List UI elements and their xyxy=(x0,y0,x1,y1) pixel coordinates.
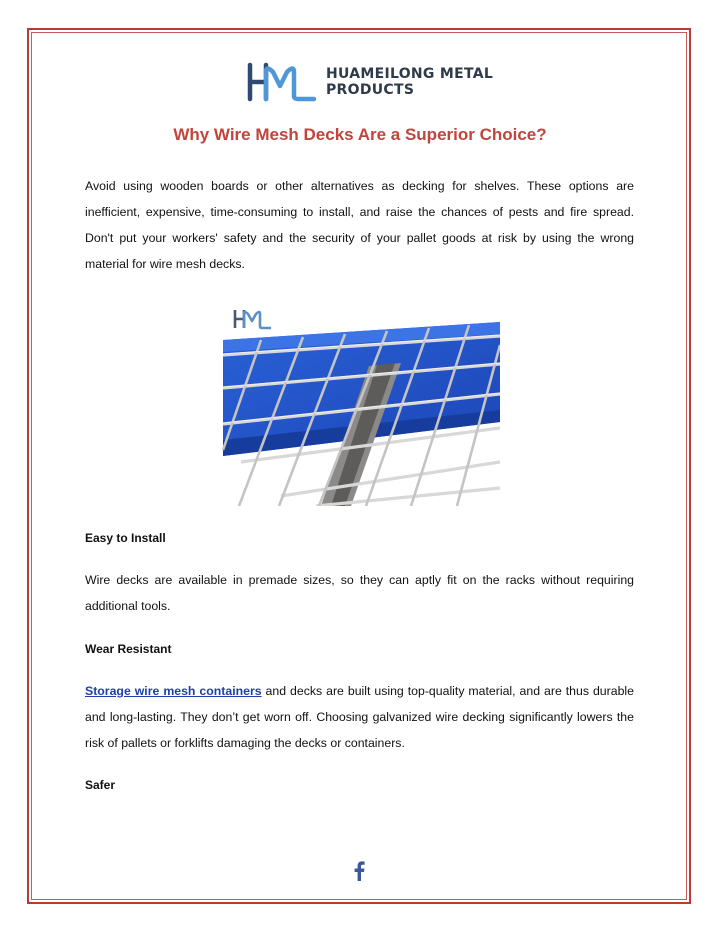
brand-name-line2: PRODUCTS xyxy=(326,82,415,98)
image-watermark-logo xyxy=(233,308,273,330)
section-text-easy-install: Wire decks are available in premade sizes, so they can aptly fit on the racks without requiring additional tools. xyxy=(85,573,634,613)
brand-name xyxy=(326,66,493,98)
storage-containers-link[interactable]: Storage wire mesh containers xyxy=(85,684,262,698)
section-heading-easy-install: Easy to Install xyxy=(85,531,166,545)
section-heading-wear-resistant: Wear Resistant xyxy=(85,642,172,656)
wear-resistant-body: and decks are built using top-quality material, and are thus durable and long-lasting. They don’t get worn off. Choosing galvanized wire decking significantly lowers the risk of pallets or forklifts damaging the decks or containers. xyxy=(85,684,634,750)
wire-mesh-deck-image xyxy=(221,300,500,506)
brand-logo xyxy=(246,62,493,102)
intro-paragraph: Avoid using wooden boards or other alternatives as decking for shelves. These options are inefficient, expensive, time-consuming to install, and raise the chances of pests and fire spread. Don't put your workers' safety and the security of your pallet goods at risk by using the wrong material for wire mesh decks. xyxy=(85,179,634,271)
hml-logo-mark xyxy=(246,62,318,102)
section-text-wear-resistant xyxy=(85,678,634,756)
page-title: Why Wire Mesh Decks Are a Superior Choice? xyxy=(173,125,547,144)
section-heading-safer: Safer xyxy=(85,778,116,792)
facebook-icon[interactable] xyxy=(352,861,366,881)
brand-name-line1: HUAMEILONG METAL xyxy=(326,66,494,82)
